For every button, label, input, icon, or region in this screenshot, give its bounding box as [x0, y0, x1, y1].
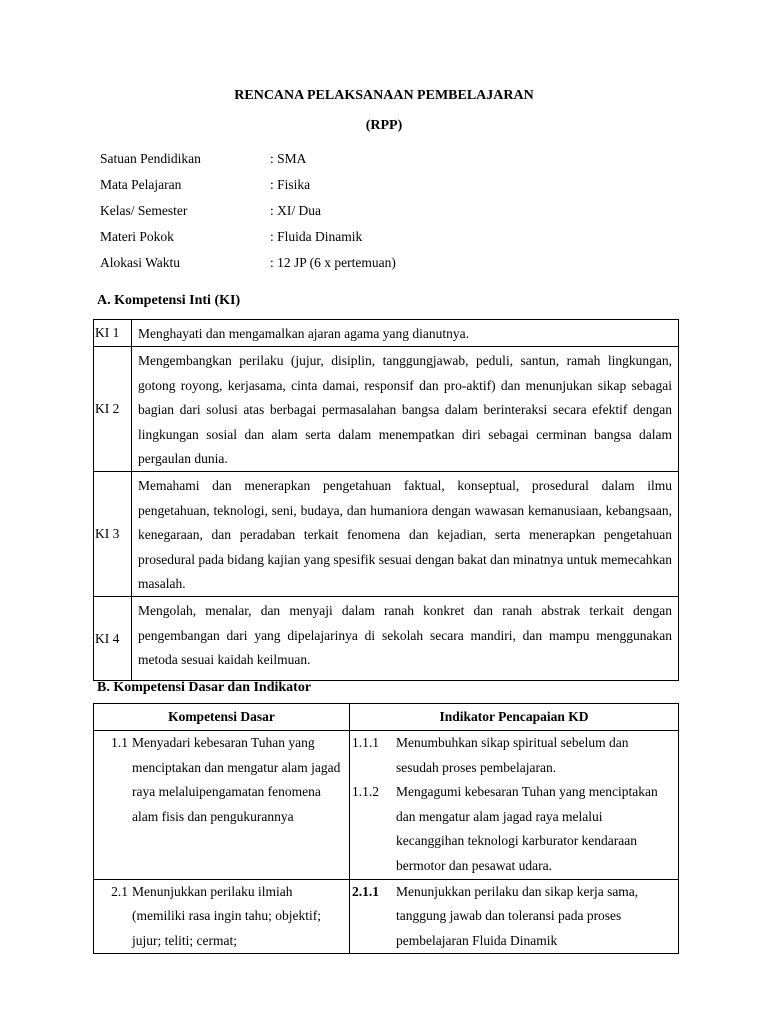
indikator-item: [350, 880, 678, 954]
table-row: [94, 879, 679, 954]
indikator-text: Mengagumi kebesaran Tuhan yang menciptakan dan mengatur alam jagad raya melalui kecanggihan teknologi karburator kendaraan bermotor dan pesawat udara.: [396, 784, 658, 873]
ki-text: Mengembangkan perilaku (jujur, disiplin, tanggungjawab, peduli, santun, ramah lingkungan, gotong royong, kerjasama, cinta damai, responsif dan pro-aktif) dan menunjukan sikap sebagai bagian dari solusi atas berbagai permasalahan bangsa dalam berinteraksi secara efektif dengan lingkungan sosial dan alam serta dalam menempatkan diri sebagai cerminan bangsa dalam pergaulan dunia.: [132, 347, 679, 472]
identity-row: [100, 254, 396, 280]
indikator-item: [350, 780, 678, 878]
ki-text: Memahami dan menerapkan pengetahuan faktual, konseptual, prosedural dalam ilmu pengetahuan, teknologi, seni, budaya, dan humaniora dengan wawasan kemanusiaan, kebangsaan, kenegaraan, dan peradaban terkait fenomena dan kejadian, serta menerapkan pengetahuan prosedural pada bidang kajian yang spesifik sesuai dengan bakat dan minatnya untuk memecahkan masalah.: [132, 472, 679, 597]
kompetensi-inti-table: [93, 319, 679, 681]
identity-row: [100, 150, 396, 176]
indikator-item: [350, 731, 678, 780]
kd-item: [94, 731, 349, 829]
ki-code: KI 1: [94, 320, 132, 347]
kd-number: 1.1: [111, 735, 128, 750]
identity-value: : SMA: [270, 151, 307, 166]
table-row: [94, 320, 679, 347]
kd-number: 2.1: [111, 883, 128, 899]
identity-label: Materi Pokok: [100, 229, 174, 244]
indikator-number: 1.1.2: [352, 784, 379, 800]
identity-label: Alokasi Waktu: [100, 255, 181, 270]
identity-label: Mata Pelajaran: [100, 177, 182, 192]
ki-code: KI 4: [94, 597, 132, 681]
ki-text: Mengolah, menalar, dan menyaji dalam ranah konkret dan ranah abstrak terkait dengan pengembangan dari yang dipelajarinya di sekolah secara mandiri, dan mampu menggunakan metoda sesuai kaidah keilmuan.: [132, 597, 679, 681]
table-row: [94, 347, 679, 472]
identity-block: [100, 150, 396, 280]
indikator-cell: [350, 879, 679, 954]
identity-row: [100, 228, 396, 254]
document-title: RENCANA PELAKSANAAN PEMBELAJARAN: [234, 88, 534, 103]
kd-cell: [94, 879, 350, 954]
kd-text: Menyadari kebesaran Tuhan yang menciptakan dan mengatur alam jagad raya melaluipengamatan fenomena alam fisis dan pengukurannya: [132, 735, 341, 824]
ki-code: KI 2: [94, 347, 132, 472]
indikator-number: 2.1.1: [352, 883, 379, 899]
identity-label: Kelas/ Semester: [100, 203, 188, 218]
column-header-indikator: Indikator Pencapaian KD: [350, 704, 679, 731]
identity-row: [100, 202, 396, 228]
kd-item: [94, 880, 349, 954]
indikator-cell: [350, 731, 679, 880]
indikator-number: 1.1.1: [352, 735, 379, 750]
ki-code: KI 3: [94, 472, 132, 597]
table-row: [94, 472, 679, 597]
kd-cell: [94, 731, 350, 880]
kd-text: Menunjukkan perilaku ilmiah (memiliki rasa ingin tahu; objektif; jujur; teliti; cermat;: [132, 883, 321, 948]
table-header-row: [94, 704, 679, 731]
identity-label: Satuan Pendidikan: [100, 151, 201, 166]
indikator-text: Menunjukkan perilaku dan sikap kerja sama, tanggung jawab dan toleransi pada proses pembelajaran Fluida Dinamik: [396, 883, 639, 948]
column-header-kd: Kompetensi Dasar: [94, 704, 350, 731]
ki-text: Menghayati dan mengamalkan ajaran agama yang dianutnya.: [132, 320, 679, 347]
identity-value: : Fluida Dinamik: [270, 229, 363, 244]
table-row: [94, 597, 679, 681]
section-b-heading: B. Kompetensi Dasar dan Indikator: [97, 680, 312, 695]
section-a-heading: A. Kompetensi Inti (KI): [97, 293, 241, 308]
document-subtitle: (RPP): [365, 118, 403, 133]
identity-value: : Fisika: [270, 177, 311, 192]
identity-value: : 12 JP (6 x pertemuan): [270, 255, 396, 270]
table-row: [94, 731, 679, 880]
identity-row: [100, 176, 396, 202]
indikator-text: Menumbuhkan sikap spiritual sebelum dan sesudah proses pembelajaran.: [396, 735, 629, 775]
identity-value: : XI/ Dua: [270, 203, 321, 218]
kompetensi-dasar-table: [93, 703, 679, 954]
